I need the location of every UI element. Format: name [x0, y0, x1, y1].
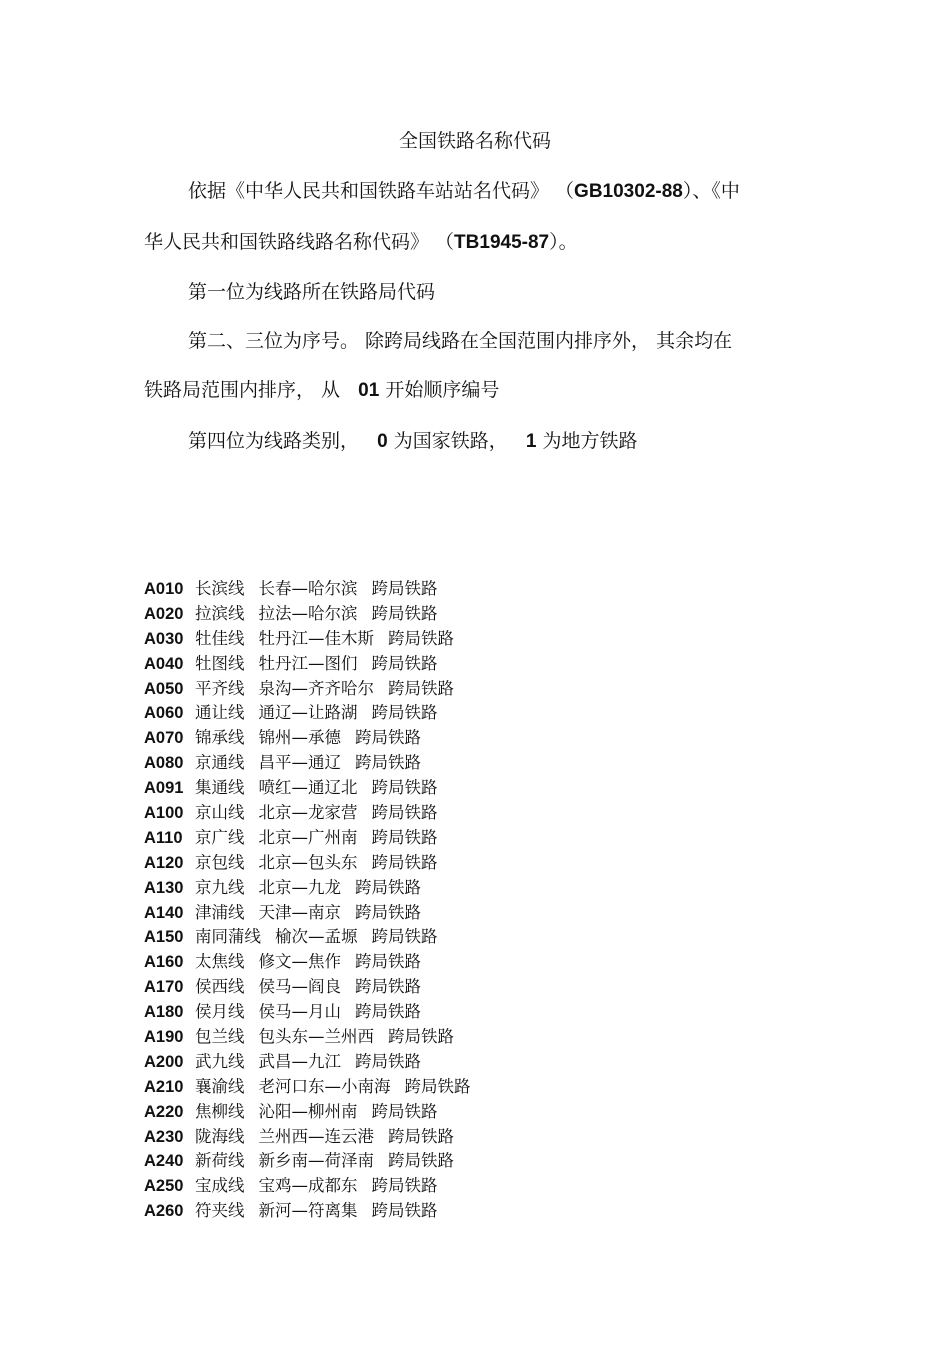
line-code: A050 [144, 679, 184, 698]
line-code: A040 [144, 654, 184, 673]
line-type: 跨局铁路 [388, 628, 454, 648]
line-code: A220 [144, 1102, 184, 1121]
line-route: 拉法—哈尔滨 [258, 603, 358, 623]
line-name: 长滨线 [195, 579, 245, 598]
line-name: 侯月线 [195, 1002, 245, 1022]
paragraph-digit-4 [188, 427, 858, 456]
line-route: 昌平—通辽 [258, 753, 341, 773]
line-type: 跨局铁路 [371, 603, 438, 623]
line-name: 京九线 [195, 877, 245, 897]
line-route: 通辽—让路湖 [258, 703, 358, 723]
list-item [144, 1125, 704, 1150]
line-type: 跨局铁路 [371, 1101, 438, 1121]
line-name: 包兰线 [195, 1027, 245, 1047]
line-code: A010 [144, 580, 184, 598]
line-code: A140 [144, 903, 184, 922]
category-text: 为地方铁路 [542, 430, 638, 452]
line-name: 侯西线 [195, 977, 245, 997]
list-item [144, 602, 704, 627]
line-route: 泉沟—齐齐哈尔 [258, 678, 374, 698]
line-code: A150 [144, 928, 184, 947]
list-item [144, 726, 704, 751]
list-item [144, 577, 704, 602]
line-code: A100 [144, 804, 184, 823]
line-type: 跨局铁路 [371, 852, 438, 872]
list-item [144, 652, 704, 677]
line-code: A020 [144, 604, 184, 623]
line-route: 牡丹江—佳木斯 [258, 628, 374, 648]
line-code: A110 [144, 828, 183, 847]
line-route: 老河口东—小南海 [258, 1076, 391, 1096]
line-name: 焦柳线 [195, 1101, 245, 1121]
line-code: A120 [144, 853, 184, 872]
line-name: 太焦线 [195, 952, 245, 972]
line-type: 跨局铁路 [371, 803, 438, 823]
list-item [144, 1025, 704, 1050]
line-type: 跨局铁路 [371, 653, 438, 673]
line-route: 北京—九龙 [258, 877, 341, 897]
line-route: 侯马—阎良 [258, 977, 341, 997]
list-item [144, 1075, 704, 1100]
list-item [144, 1000, 704, 1025]
list-item [144, 901, 704, 926]
line-route: 北京—龙家营 [258, 803, 358, 823]
list-item [144, 925, 704, 950]
line-type: 跨局铁路 [388, 1027, 454, 1047]
line-type: 跨局铁路 [371, 778, 438, 798]
line-type: 跨局铁路 [371, 579, 438, 598]
line-code: A160 [144, 953, 184, 972]
line-name: 通让线 [195, 703, 245, 723]
railway-line-list [144, 577, 704, 1224]
line-code: A130 [144, 878, 184, 897]
line-type: 跨局铁路 [355, 753, 421, 773]
category-text: 为国家铁路， [393, 430, 508, 452]
order-text: 铁路局范围内排序， 从 [144, 379, 341, 401]
line-code: A250 [144, 1177, 184, 1196]
category-code-local: 1 [525, 431, 537, 452]
line-code: A190 [144, 1028, 184, 1047]
list-item [144, 701, 704, 726]
line-code: A091 [144, 779, 184, 798]
line-route: 北京—包头东 [258, 852, 358, 872]
list-item [144, 1050, 704, 1075]
line-type: 跨局铁路 [404, 1076, 471, 1096]
line-type: 跨局铁路 [355, 977, 421, 997]
line-type: 跨局铁路 [371, 703, 438, 723]
list-item [144, 876, 704, 901]
category-code-national: 0 [377, 431, 388, 452]
document-title: 全国铁路名称代码 [398, 130, 551, 152]
line-code: A030 [144, 629, 184, 648]
standard-tb-code: TB1945-87 [454, 232, 550, 253]
list-item [144, 826, 704, 851]
paragraph-basis-line2 [144, 228, 814, 257]
line-type: 跨局铁路 [355, 728, 421, 748]
line-name: 京通线 [195, 753, 245, 773]
line-code: A230 [144, 1127, 184, 1146]
line-type: 跨局铁路 [355, 902, 421, 922]
standard-gb-code: GB10302-88 [574, 181, 683, 202]
line-route: 沁阳—柳州南 [258, 1101, 358, 1121]
line-route: 新乡南—荷泽南 [258, 1151, 374, 1171]
line-name: 襄渝线 [195, 1076, 245, 1096]
line-code: A170 [144, 978, 184, 997]
start-number: 01 [358, 380, 380, 401]
line-name: 锦承线 [195, 728, 245, 748]
line-route: 侯马—月山 [258, 1002, 341, 1022]
line-name: 牡佳线 [195, 628, 245, 648]
line-type: 跨局铁路 [371, 927, 438, 947]
line-code: A240 [144, 1152, 184, 1171]
line-name: 京包线 [195, 852, 245, 872]
line-code: A260 [144, 1202, 184, 1221]
line-route: 包头东—兰州西 [258, 1027, 374, 1047]
line-route: 新河—符离集 [258, 1201, 358, 1221]
line-type: 跨局铁路 [355, 1051, 421, 1071]
list-item [144, 1149, 704, 1174]
list-item [144, 975, 704, 1000]
paragraph-basis-line1 [188, 177, 858, 206]
line-route: 北京—广州南 [258, 827, 358, 847]
line-route: 榆次—孟塬 [275, 927, 358, 947]
line-code: A070 [144, 729, 184, 748]
line-name: 京广线 [195, 827, 245, 847]
line-name: 陇海线 [195, 1126, 245, 1146]
line-code: A200 [144, 1052, 184, 1071]
line-name: 武九线 [195, 1051, 245, 1071]
line-route: 牡丹江—图们 [258, 653, 358, 673]
basis-text: 依据《中华人民共和国铁路车站站名代码》 （ [188, 180, 575, 202]
line-route: 锦州—承德 [258, 728, 341, 748]
line-type: 跨局铁路 [371, 1201, 438, 1221]
category-text: 第四位为线路类别， [188, 430, 360, 452]
line-name: 平齐线 [195, 678, 245, 698]
line-route: 修文—焦作 [258, 952, 341, 972]
line-name: 宝成线 [195, 1176, 245, 1196]
list-item [144, 627, 704, 652]
line-name: 京山线 [195, 803, 245, 823]
line-code: A210 [144, 1077, 184, 1096]
line-route: 武昌—九江 [258, 1051, 341, 1071]
line-type: 跨局铁路 [371, 827, 438, 847]
basis-text: ）。 [549, 231, 578, 253]
list-item [144, 776, 704, 801]
basis-text: 华人民共和国铁路线路名称代码》 （ [144, 231, 455, 253]
line-code: A080 [144, 754, 184, 773]
list-item [144, 677, 704, 702]
line-name: 津浦线 [195, 902, 245, 922]
line-route: 宝鸡—成都东 [258, 1176, 358, 1196]
line-type: 跨局铁路 [371, 1176, 438, 1196]
paragraph-digit-1: 第一位为线路所在铁路局代码 [188, 281, 436, 303]
line-name: 符夹线 [195, 1201, 245, 1221]
line-route: 喷红—通辽北 [258, 778, 358, 798]
line-name: 集通线 [195, 778, 245, 798]
list-item [144, 751, 704, 776]
list-item [144, 801, 704, 826]
line-name: 南同蒲线 [195, 927, 261, 947]
line-code: A060 [144, 704, 184, 723]
list-item [144, 950, 704, 975]
line-code: A180 [144, 1003, 184, 1022]
line-type: 跨局铁路 [388, 1126, 454, 1146]
list-item [144, 1174, 704, 1199]
line-type: 跨局铁路 [388, 1151, 454, 1171]
line-type: 跨局铁路 [355, 952, 421, 972]
line-name: 新荷线 [195, 1151, 245, 1171]
line-type: 跨局铁路 [388, 678, 454, 698]
list-item [144, 1199, 704, 1224]
line-route: 天津—南京 [258, 902, 341, 922]
order-text: 开始顺序编号 [385, 379, 500, 401]
line-route: 兰州西—连云港 [258, 1126, 374, 1146]
basis-text: ）、《中 [682, 180, 740, 202]
line-type: 跨局铁路 [355, 877, 421, 897]
list-item [144, 851, 704, 876]
line-route: 长春—哈尔滨 [258, 579, 358, 598]
list-item [144, 1100, 704, 1125]
line-name: 牡图线 [195, 653, 245, 673]
paragraph-digit-2-3-line1: 第二、三位为序号。 除跨局线路在全国范围内排序外， 其余均在 [188, 330, 733, 352]
line-type: 跨局铁路 [355, 1002, 421, 1022]
line-name: 拉滨线 [195, 603, 245, 623]
paragraph-digit-2-3-line2 [144, 376, 814, 405]
